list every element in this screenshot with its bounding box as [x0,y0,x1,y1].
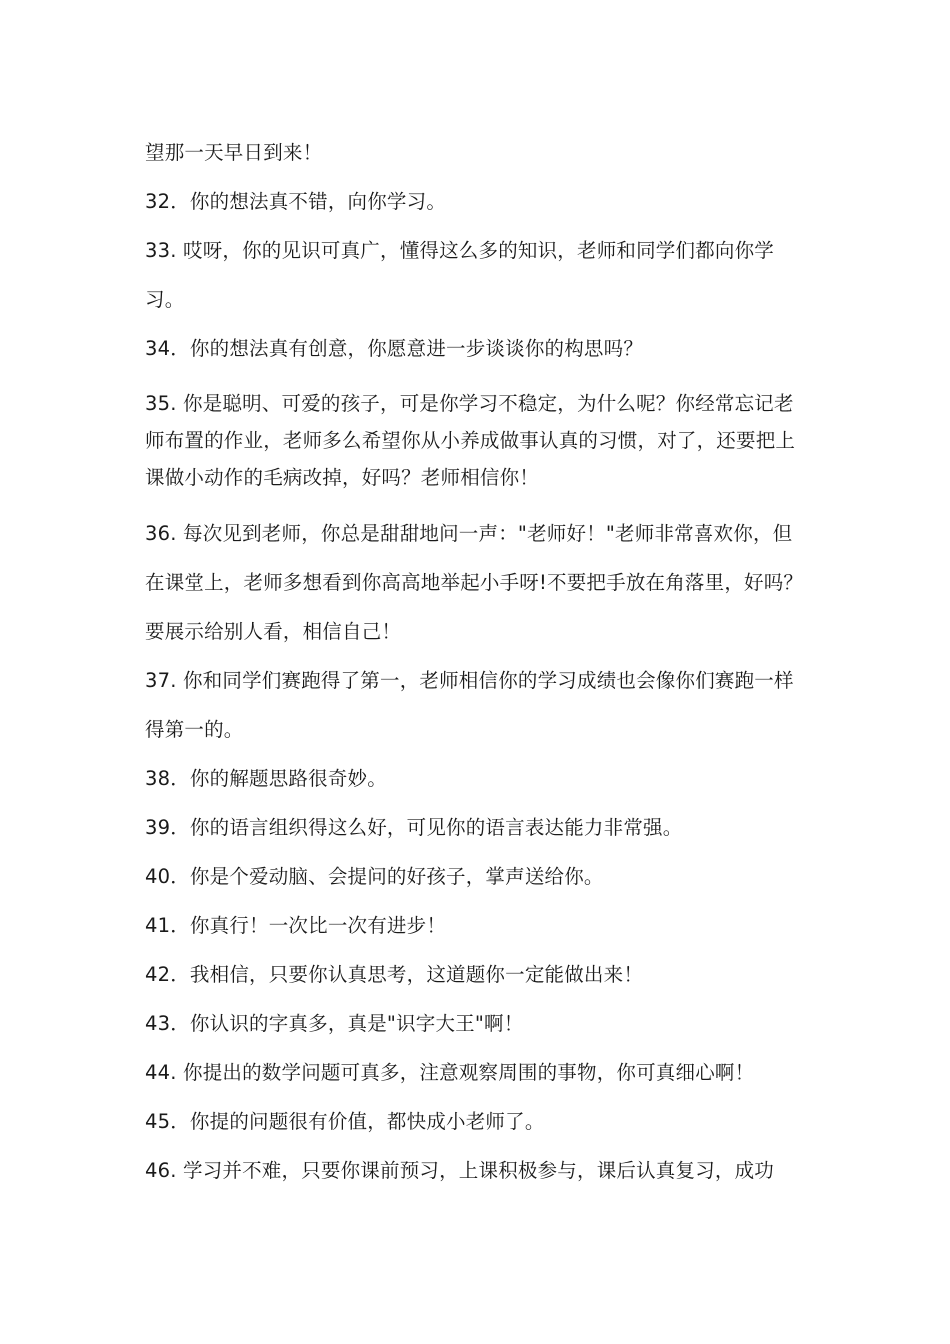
paragraph-40: 40．你是个爱动脑、会提问的好孩子，掌声送给你。 [145,865,604,888]
paragraph-46: 46. 学习并不难，只要你课前预习，上课积极参与，课后认真复习，成功 [145,1159,775,1182]
paragraph-38: 38．你的解题思路很奇妙。 [145,767,387,790]
paragraph-37: 37. 你和同学们赛跑得了第一，老师相信你的学习成绩也会像你们赛跑一样得第一的。 [145,669,794,741]
paragraph-39: 39．你的语言组织得这么好，可见你的语言表达能力非常强。 [145,816,683,839]
document-body [145,128,810,1195]
paragraph-45: 45．你提的问题很有价值，都快成小老师了。 [145,1110,545,1133]
paragraph-33: 33. 哎呀，你的见识可真广，懂得这么多的知识，老师和同学们都向你学习。 [145,239,775,311]
paragraph-43: 43．你认识的字真多，真是"识字大王"啊！ [145,1012,524,1035]
paragraph-spacer [145,496,810,509]
paragraph-41: 41．你真行！一次比一次有进步！ [145,914,447,937]
paragraph-32: 32．你的想法真不错，向你学习。 [145,190,447,213]
paragraph-31-continued: 望那一天早日到来！ [145,141,323,164]
paragraph-36: 36. 每次见到老师，你总是甜甜地问一声："老师好！"老师非常喜欢你，但在课堂上，老师多想看到你高高地举起小手呀!不要把手放在角落里，好吗？要展示给别人看，相信自己！ [145,522,804,643]
paragraph-spacer [145,373,810,385]
paragraph-34: 34．你的想法真有创意，你愿意进一步谈谈你的构思吗？ [145,337,644,360]
paragraph-42: 42．我相信，只要你认真思考，这道题你一定能做出来！ [145,963,644,986]
paragraph-35: 35. 你是聪明、可爱的孩子，可是你学习不稳定，为什么呢？你经常忘记老师布置的作业，老师多么希望你从小养成做事认真的习惯，对了，还要把上课做小动作的毛病改掉，好吗？老师相信你！ [145,392,796,489]
paragraph-44: 44. 你提出的数学问题可真多，注意观察周围的事物，你可真细心啊！ [145,1061,755,1084]
